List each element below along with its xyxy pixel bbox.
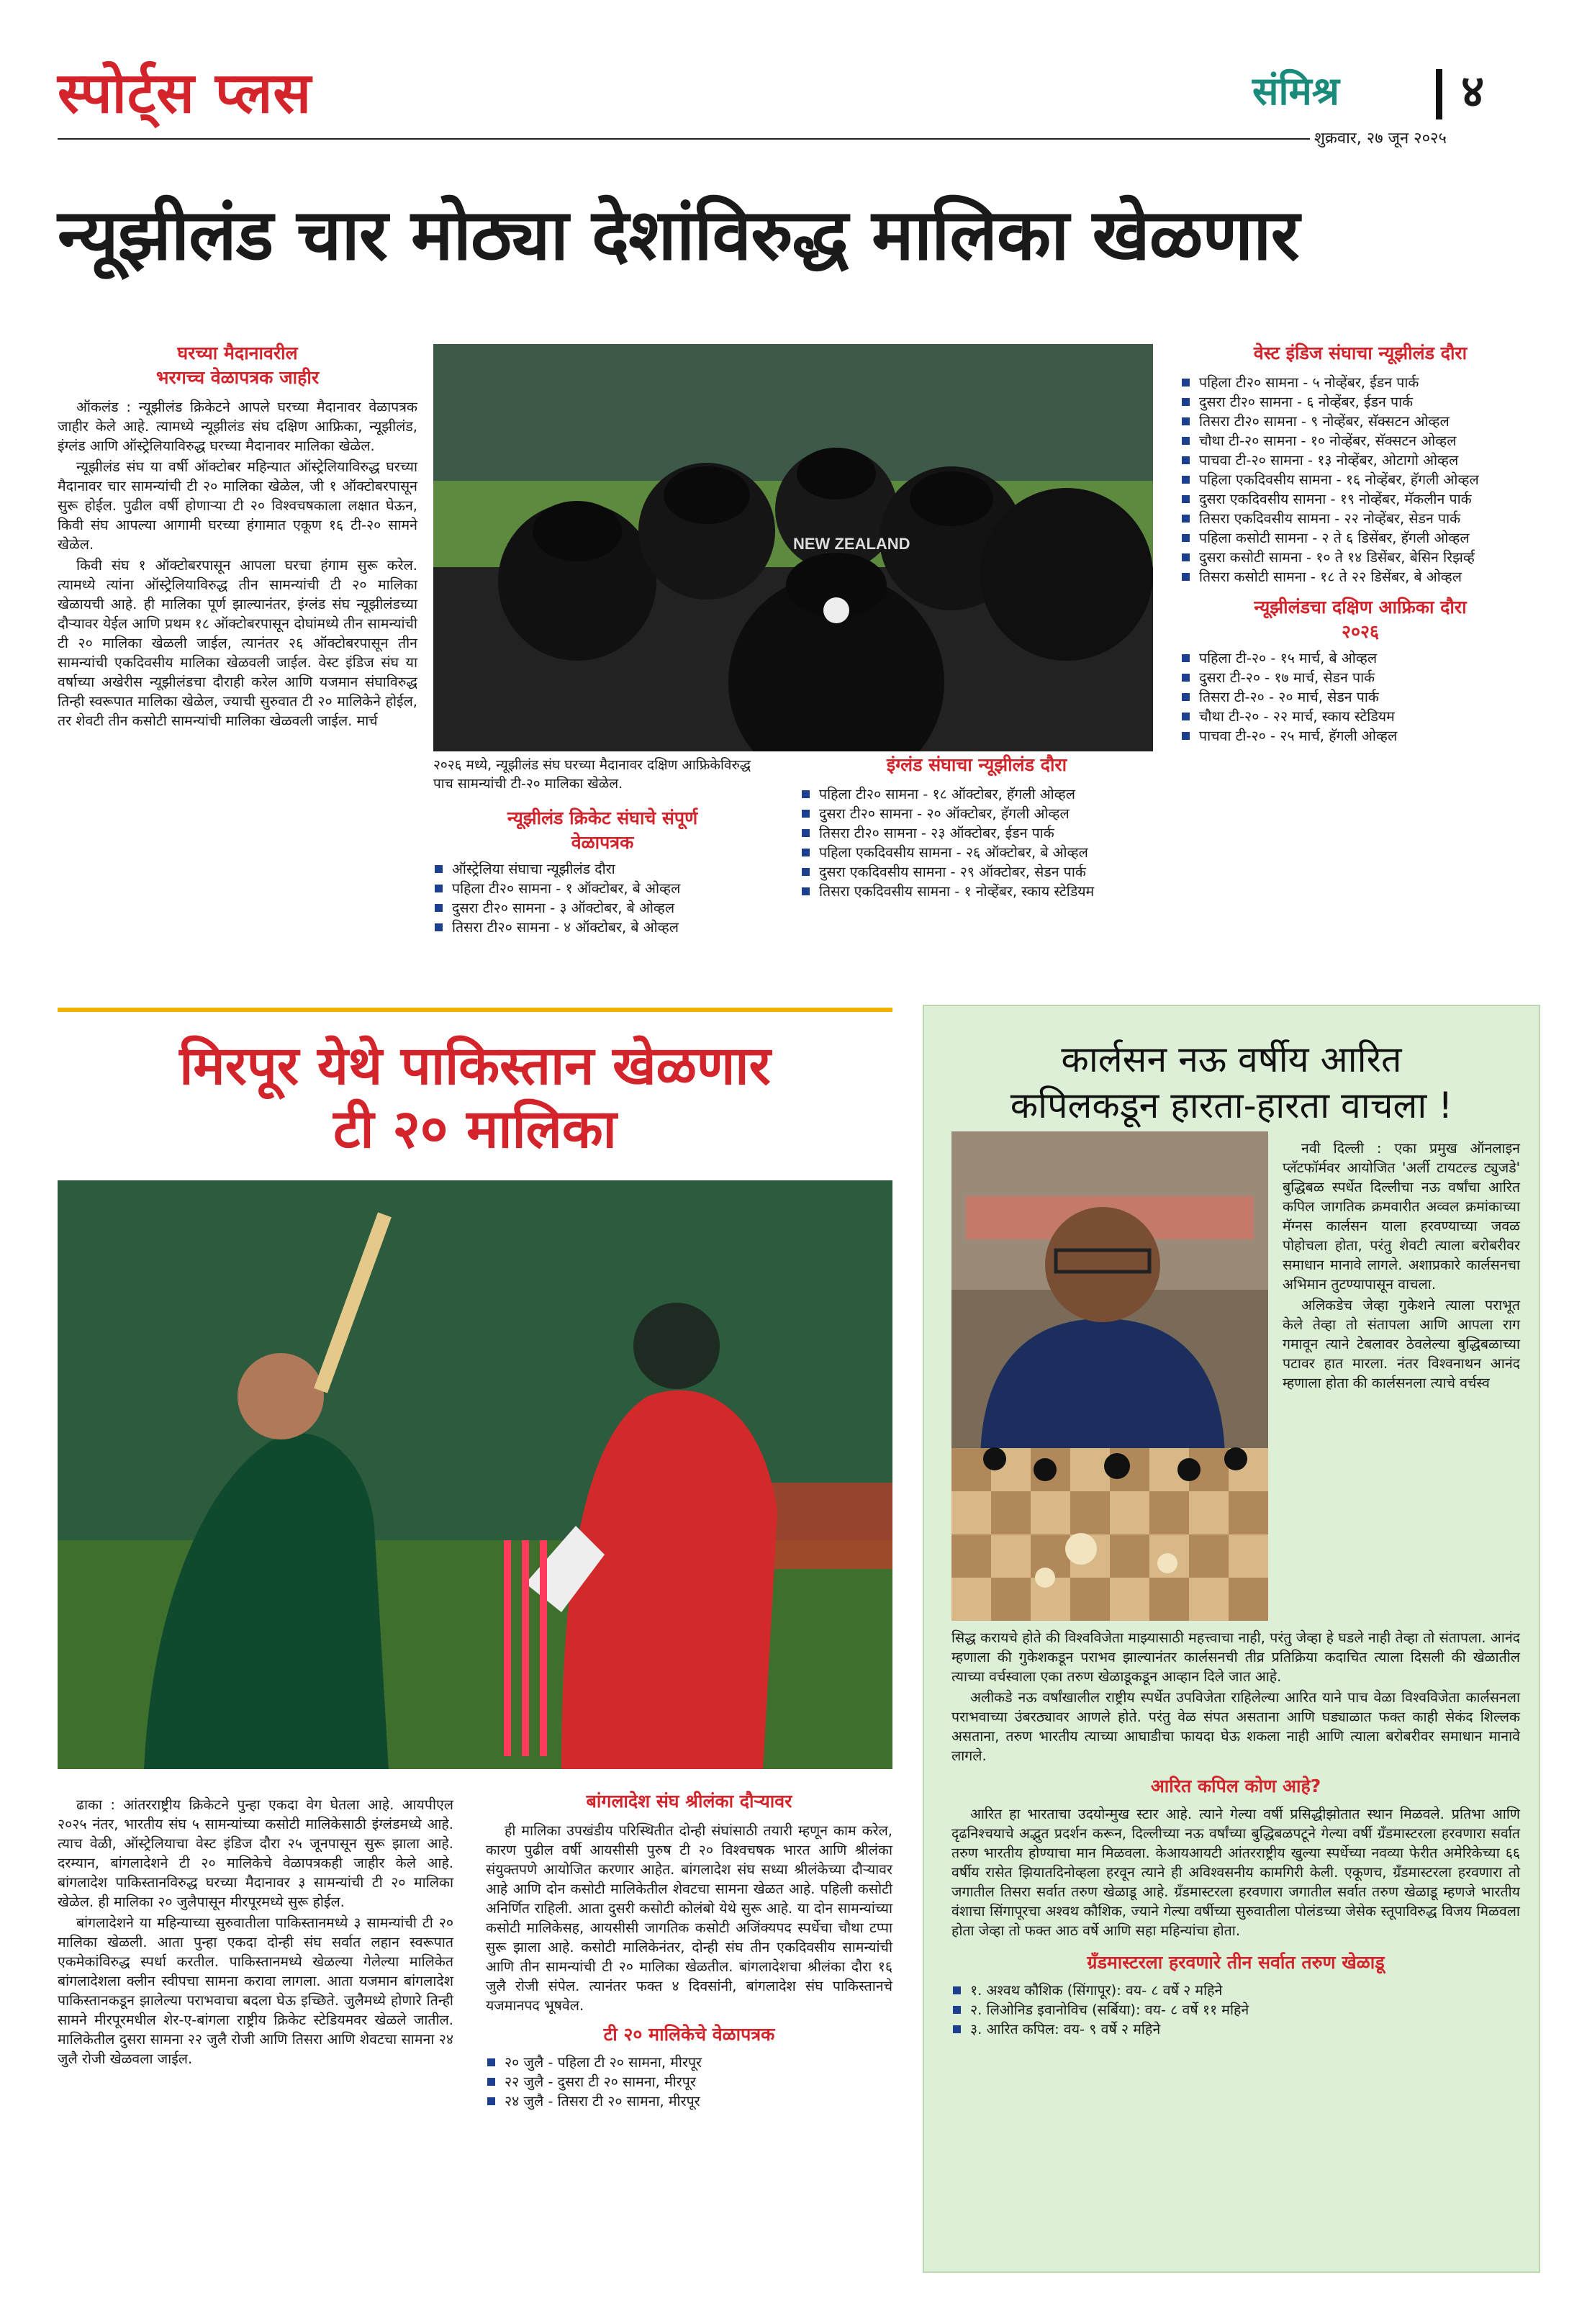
paragraph: बांगलादेशने या महिन्याच्या सुरुवातीला पाकिस्तानमध्ये ३ सामन्यांची टी २० मालिका खेळली. आता पुन्हा एकदा दोन्ही संघ सर्वात लहान स्वरूपात एकमेकांविरुद्ध स्पर्धा करतील. पाकिस्तानमध्ये खेळल्या गेलेल्या मालिकेत बांगलादेशला क्लीन स्वीपचा सामना करावा लागला. आता यजमान बांगलादेश पाकिस्तानकडून झालेल्या पराभवाचा बदला घेऊ इच्छिते. जुलैमध्ये होणारे तिन्ही सामने मीरपूरमधील शेर-ए-बांगला राष्ट्रीय क्रिकेट स्टेडियमवर खेळले जातील. मालिकेतील दुसरा सामना २२ जुलै रोजी आणि तिसरा आणि शेवटचा सामना २४ जुलै रोजी खेळवला जाईल. xyxy=(58,1914,453,2067)
list-item: दुसरा कसोटी सामना - १० ते १४ डिसेंबर, बेसिन रिझर्व्ह xyxy=(1180,548,1540,567)
list-item: ३. आरित कपिल: वय- ९ वर्षे २ महिने xyxy=(951,2020,1520,2039)
masthead-rule xyxy=(58,138,1331,140)
home-schedule-heading-1: घरच्या मैदानावरील xyxy=(177,343,298,363)
list-item: पहिला टी-२० - १५ मार्च, बे ओव्हल xyxy=(1180,648,1540,668)
pakistan-story-left xyxy=(58,1795,453,2070)
youngest-gm-beaters-heading: ग्रँडमास्टरला हरवणारे तीन सर्वात तरुण खेळाडू xyxy=(1087,1952,1385,1973)
list-item: २. लिओनिड इवानोविच (सर्बिया): वय- ८ वर्षे ११ महिने xyxy=(951,2000,1520,2020)
list-item: २२ जुलै - दुसरा टी २० सामना, मीरपूर xyxy=(486,2072,892,2092)
list-item: तिसरा टी-२० - २० मार्च, सेडन पार्क xyxy=(1180,687,1540,707)
paragraph: न्यूझीलंड संघ या वर्षी ऑक्टोबर महिन्यात ऑस्ट्रेलियाविरुद्ध घरच्या मैदानावर चार सामन्यांची टी २० मालिका खेळेल, जी १ ऑक्टोबरपासून सुरू होईल. पुढील वर्षी होणाऱ्या टी २० विश्वचषकाला लक्षात घेऊन, किवी संघ आपल्या आगामी घरच्या हंगामात एकूण १६ टी-२० सामने खेळेल. xyxy=(58,458,417,553)
list-item: दुसरा टी-२० - १७ मार्च, सेडन पार्क xyxy=(1180,668,1540,687)
pakistan-story-right xyxy=(486,1789,892,2111)
list-item: तिसरा टी२० सामना - ४ ऑक्टोबर, बे ओव्हल xyxy=(433,918,772,937)
south-africa-tour-heading-2: २०२६ xyxy=(1341,621,1379,642)
list-item: पहिला कसोटी सामना - २ ते ६ डिसेंबर, हॅगली ओव्हल xyxy=(1180,528,1540,548)
list-item: तिसरा एकदिवसीय सामना - २२ नोव्हेंबर, सेडन पार्क xyxy=(1180,509,1540,528)
england-tour-heading: इंग्लंड संघाचा न्यूझीलंड दौरा xyxy=(886,754,1067,775)
section-divider-rule xyxy=(58,1008,892,1012)
pakistan-bangladesh-match-photo xyxy=(58,1180,892,1769)
nz-full-schedule xyxy=(433,806,772,937)
paragraph: आरित हा भारताचा उदयोन्मुख स्टार आहे. त्याने गेल्या वर्षी प्रसिद्धीझोतात स्थान मिळवले. प्रतिभा आणि दृढनिश्चयाचे अद्भुत प्रदर्शन करून, दिल्लीच्या नऊ वर्षांच्या बुद्धिबळपटूने गेल्या वर्षी ग्रँडमास्टरला हरवणारा सर्वात तरुण भारतीय होण्याचा मान मिळवला. केआयआयटी आंतरराष्ट्रीय खुल्या स्पर्धेच्या नवव्या फेरीत अमेरिकेच्या ६६ वर्षीय रासेत झियातदिनोव्हला हरवून त्याने ही अविश्वसनीय कामगिरी केली. एकूणच, ग्रँडमास्टरला हरवणारा तो जगातील तिसरा सर्वात तरुण खेळाडू आहे. ग्रँडमास्टरला हरवणारा जगातील सर्वात तरुण खेळाडू म्हणजे भारतीय वंशाचा सिंगापूरचा अश्वथ कौशिक, ज्याने गेल्या वर्षीच्या सुरुवातीला पोलंडच्या जेसेक स्तूपाविरुद्ध विजय मिळवला होता जेव्हा तो फक्त आठ वर्षे आणि सहा महिन्यांचा होता. xyxy=(951,1806,1520,1939)
home-schedule-column xyxy=(58,341,417,732)
paragraph: अलिकडेच जेव्हा गुकेशने त्याला पराभूत केले तेव्हा तो संतापला आणि आपला राग गमावून त्याने टेबलावर ठेवलेल्या बुद्धिबळाच्या पटावर हात मारला. नंतर विश्वनाथन आनंद म्हणाला होता की कार्लसनला त्याचे वर्चस्व xyxy=(1283,1297,1520,1391)
list-item: चौथा टी-२० - २२ मार्च, स्काय स्टेडियम xyxy=(1180,707,1540,726)
section-name: संमिश्र xyxy=(1252,68,1340,114)
paragraph: नवी दिल्ली : एका प्रमुख ऑनलाइन प्लॅटफॉर्मवर आयोजित 'अर्ली टायटल्ड ट्युजडे' बुद्धिबळ स्पर्धेत दिल्लीचा नऊ वर्षांचा आरित कपिल जागतिक क्रमवारीत अव्वल क्रमांकाच्या मॅग्नस कार्लसन याला हरवण्याच्या जवळ पोहोचला होता, परंतु शेवटी त्याला बरोबरीवर समाधान मानावे लागले. अशाप्रकारे कार्लसनचा अभिमान तुटण्यापासून वाचला. xyxy=(1283,1140,1520,1293)
list-item: ऑस्ट्रेलिया संघाचा न्यूझीलंड दौरा xyxy=(433,859,772,879)
list-item: पहिला एकदिवसीय सामना - १६ नोव्हेंबर, हॅगली ओव्हल xyxy=(1180,470,1540,489)
list-item: तिसरा टी२० सामना - ९ नोव्हेंबर, सॅक्सटन ओव्हल xyxy=(1180,412,1540,431)
chess-headline-1: कार्लसन नऊ वर्षीय आरित xyxy=(1061,1039,1402,1080)
south-africa-tour-heading-1: न्यूझीलंडचा दक्षिण आफ्रिका दौरा xyxy=(1254,597,1467,618)
masthead-brand: स्पोर्ट्स प्लस xyxy=(58,61,312,126)
chess-story-narrow xyxy=(1283,1139,1520,1394)
list-item: दुसरा एकदिवसीय सामना - २९ ऑक्टोबर, सेडन पार्क xyxy=(800,862,1153,882)
paragraph: ही मालिका उपखंडीय परिस्थितीत दोन्ही संघांसाठी तयारी म्हणून काम करेल, कारण पुढील वर्षी आयसीसी पुरुष टी २० विश्वचषक भारत आणि श्रीलंका संयुक्तपणे आयोजित करणार आहेत. बांगलादेश संघ सध्या श्रीलंकेच्या दौऱ्यावर आहे आणि दोन कसोटी मालिकेतील शेवटचा सामना खेळत आहे. पहिली कसोटी अनिर्णित राहिली. आता दुसरी कसोटी कोलंबो येथे सुरू आहे. या दोन सामन्यांच्या कसोटी मालिकेसह, आयसीसी जागतिक कसोटी अजिंक्यपद स्पर्धेचा चौथा टप्पा सुरू झाला आहे. कसोटी मालिकेनंतर, दोन्ही संघ तीन एकदिवसीय सामन्यांची आणि तीन सामन्यांची टी २० मालिका खेळतील. बांगलादेशचा श्रीलंका दौरा १६ जुलै रोजी संपेल. त्यानंतर फक्त ४ दिवसांनी, बांगलादेश संघ पाकिस्तानचे यजमानपद भूषवेल. xyxy=(486,1822,892,2014)
list-item: दुसरा एकदिवसीय सामना - १९ नोव्हेंबर, मॅकलीन पार्क xyxy=(1180,489,1540,509)
list-item: चौथा टी-२० सामना - १० नोव्हेंबर, सॅक्सटन ओव्हल xyxy=(1180,431,1540,451)
paragraph: ढाका : आंतरराष्ट्रीय क्रिकेटने पुन्हा एकदा वेग घेतला आहे. आयपीएल २०२५ नंतर, भारतीय संघ ५ सामन्यांच्या कसोटी मालिकेसाठी इंग्लंडमध्ये आहे. त्याच वेळी, ऑस्ट्रेलियाचा वेस्ट इंडिज दौरा २५ जूनपासून सुरू झाला आहे. दरम्यान, बांगलादेशने टी २० मालिकेचे वेळापत्रकही जाहीर केले आहे. बांगलादेश पाकिस्तानविरुद्ध घरच्या मैदानावर ३ सामन्यांची टी २० मालिका खेळेल. ही मालिका २० जुलैपासून मीरपूरमध्ये सुरू होईल. xyxy=(58,1796,453,1910)
list-item: पहिला टी२० सामना - १८ ऑक्टोबर, हॅगली ओव्हल xyxy=(800,785,1153,804)
paragraph: किवी संघ १ ऑक्टोबरपासून आपला घरचा हंगाम सुरू करेल. त्यामध्ये त्यांना ऑस्ट्रेलियाविरुद्ध तीन सामन्यांची टी २० मालिका खेळायची आहे. ही मालिका पूर्ण झाल्यानंतर, इंग्लंड संघ न्यूझीलंडच्या दौऱ्यावर येईल आणि प्रथम १८ ऑक्टोबरपासून दोघांमध्ये तीन सामन्यांची टी २० मालिका खेळली जाईल, त्यानंतर २६ ऑक्टोबरपासून तीन सामन्यांची एकदिवसीय मालिका खेळवली जाईल. वेस्ट इंडिज संघ या वर्षाच्या अखेरीस न्यूझीलंडचा दौराही करेल आणि यजमान संघाविरुद्ध तिन्ही स्वरूपात मालिका खेळेल, ज्याची सुरुवात टी २० मालिकेने होईल, तर शेवटी तीन कसोटी सामन्यांची मालिका खेळवली जाईल. मार्च xyxy=(58,557,417,729)
list-item: पहिला टी२० सामना - ५ नोव्हेंबर, ईडन पार्क xyxy=(1180,373,1540,392)
svg-text:NEW ZEALAND: NEW ZEALAND xyxy=(793,535,910,553)
issue-date: शुक्रवार, २७ जून २०२५ xyxy=(1310,128,1451,150)
list-item: १. अश्वथ कौशिक (सिंगापूर): वय- ८ वर्षे २ महिने xyxy=(951,1981,1520,2000)
pakistan-headline-2: टी २० मालिका xyxy=(333,1098,617,1160)
list-item: दुसरा टी२० सामना - २० ऑक्टोबर, हॅगली ओव्हल xyxy=(800,804,1153,823)
aarit-kapil-chess-photo xyxy=(951,1131,1268,1621)
home-schedule-heading-2: भरगच्च वेळापत्रक जाहीर xyxy=(155,367,320,388)
nz-team-huddle-photo xyxy=(433,344,1153,751)
england-tour xyxy=(800,753,1153,901)
section-divider xyxy=(1436,69,1442,119)
list-item: तिसरा कसोटी सामना - १८ ते २२ डिसेंबर, बे ओव्हल xyxy=(1180,567,1540,587)
t20-schedule-heading: टी २० मालिकेचे वेळापत्रक xyxy=(603,2024,775,2045)
bangladesh-srilanka-heading: बांगलादेश संघ श्रीलंका दौऱ्यावर xyxy=(586,1791,792,1812)
paragraph: ऑकलंड : न्यूझीलंड क्रिकेटने आपले घरच्या मैदानावर वेळापत्रक जाहीर केले आहे. त्यामध्ये न्यूझीलंड संघ दक्षिण आफ्रिका, न्यूझीलंड, इंग्लंड आणि ऑस्ट्रेलियाविरुद्ध घरच्या मैदानावर मालिका खेळेल. xyxy=(58,399,417,454)
list-item: २४ जुलै - तिसरा टी २० सामना, मीरपूर xyxy=(486,2092,892,2111)
west-indies-tour-heading: वेस्ट इंडिज संघाचा न्यूझीलंड दौरा xyxy=(1253,343,1468,363)
page-number: ४ xyxy=(1461,65,1485,117)
list-item: पाचवा टी-२० सामना - १३ नोव्हेंबर, ओटागो ओव्हल xyxy=(1180,451,1540,470)
list-item: पहिला एकदिवसीय सामना - २६ ऑक्टोबर, बे ओव्हल xyxy=(800,843,1153,862)
nz-full-schedule-heading-2: वेळापत्रक xyxy=(571,832,634,853)
who-is-aarit-heading: आरित कपिल कोण आहे? xyxy=(1150,1776,1321,1796)
paragraph: अलीकडे नऊ वर्षांखालील राष्ट्रीय स्पर्धेत उपविजेता राहिलेल्या आरित याने पाच वेळा विश्वविजेता कार्लसनला पराभवाच्या उंबरठ्यावर आणले होते. परंतु वेळ संपत असताना आणि घड्याळात फक्त काही सेकंद शिल्लक असताना, तरुण भारतीय त्याच्या आघाडीचा फायदा घेऊ शकला नाही आणि त्याला बरोबरीवर समाधान मानावे लागले. xyxy=(951,1689,1520,1764)
west-indies-tour xyxy=(1180,341,1540,746)
nz-photo-caption: २०२६ मध्ये, न्यूझीलंड संघ घरच्या मैदानावर दक्षिण आफ्रिकेविरुद्ध पाच सामन्यांची टी-२० मालिका खेळेल. xyxy=(433,757,751,792)
nz-full-schedule-heading-1: न्यूझीलंड क्रिकेट संघाचे संपूर्ण xyxy=(507,808,698,828)
main-headline: न्यूझीलंड चार मोठ्या देशांविरुद्ध मालिका खेळणार xyxy=(58,194,1299,276)
list-item: दुसरा टी२० सामना - ३ ऑक्टोबर, बे ओव्हल xyxy=(433,898,772,918)
list-item: पहिला टी२० सामना - १ ऑक्टोबर, बे ओव्हल xyxy=(433,879,772,898)
list-item: तिसरा एकदिवसीय सामना - १ नोव्हेंबर, स्काय स्टेडियम xyxy=(800,882,1153,901)
list-item: पाचवा टी-२० - २५ मार्च, हॅगली ओव्हल xyxy=(1180,726,1540,746)
paragraph: सिद्ध करायचे होते की विश्वविजेता माझ्यासाठी महत्त्वाचा नाही, परंतु जेव्हा हे घडले नाही तेव्हा तो संतापला. आनंद म्हणाला की गुकेशकडून पराभव झाल्यानंतर कार्लसनची तीव्र प्रतिक्रिया कदाचित त्याला दिसली की खेळातील त्याच्या वर्चस्वाला एका तरुण खेळाडूकडून आव्हान दिले जात आहे. xyxy=(951,1629,1520,1685)
chess-headline-2: कपिलकडून हारता-हारता वाचला ! xyxy=(1010,1085,1453,1126)
chess-story-wide xyxy=(951,1628,1520,2039)
pakistan-headline-1: मिरपूर येथे पाकिस्तान खेळणार xyxy=(179,1035,771,1097)
list-item: २० जुलै - पहिला टी २० सामना, मीरपूर xyxy=(486,2053,892,2072)
list-item: तिसरा टी२० सामना - २३ ऑक्टोबर, ईडन पार्क xyxy=(800,823,1153,843)
list-item: दुसरा टी२० सामना - ६ नोव्हेंबर, ईडन पार्क xyxy=(1180,392,1540,412)
